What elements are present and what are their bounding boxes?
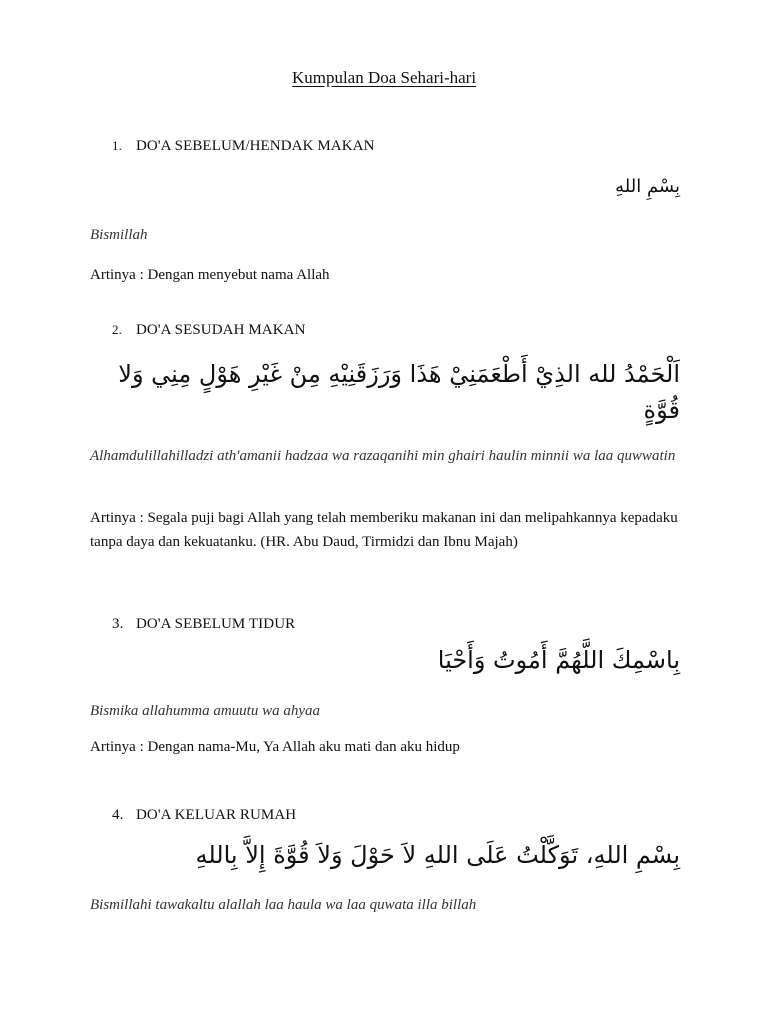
section-3-heading	[112, 616, 295, 633]
section-1-heading	[112, 138, 375, 155]
section-2-arabic: اَلْحَمْدُ لله الذِيْ أَطْعَمَنِيْ هَذَا وَرَزَقَنِيْهِ مِنْ غَيْرِ هَوْلٍ مِنِي وَلا قُوَّةٍ	[118, 360, 680, 424]
section-3-transliteration: Bismika allahumma amuutu wa ahyaa	[90, 703, 320, 719]
section-1-meaning: Artinya : Dengan menyebut nama Allah	[90, 267, 330, 283]
section-3-meaning: Artinya : Dengan nama-Mu, Ya Allah aku mati dan aku hidup	[90, 739, 460, 755]
section-3-arabic: بِاسْمِكَ اللَّهُمَّ أَمُوتُ وَأَحْيَا	[437, 646, 680, 674]
section-3-title: DO'A SEBELUM TIDUR	[136, 616, 296, 632]
document-title: Kumpulan Doa Sehari-hari	[291, 68, 477, 87]
section-2-meaning: Artinya : Segala puji bagi Allah yang telah memberiku makanan ini dan melipahkannya kepadaku tanpa daya dan kekuatanku. (HR. Abu Daud, Tirmidzi dan Ibnu Majah)	[90, 510, 678, 550]
section-1-title: DO'A SEBELUM/HENDAK MAKAN	[136, 138, 375, 154]
section-1-arabic: بِسْمِ اللهِ	[615, 176, 680, 197]
section-4-title: DO'A KELUAR RUMAH	[136, 807, 297, 823]
section-3-number: 3.	[112, 616, 124, 632]
section-2-heading	[112, 322, 306, 339]
section-1-transliteration: Bismillah	[90, 227, 148, 243]
section-2-transliteration: Alhamdulillahilladzi ath'amanii hadzaa wa razaqanihi min ghairi haulin minnii wa laa quwwatin	[90, 448, 676, 464]
section-1-number: 1.	[112, 138, 122, 153]
section-2-title: DO'A SESUDAH MAKAN	[136, 322, 306, 338]
section-4-arabic: بِسْمِ اللهِ، تَوَكَّلْتُ عَلَى اللهِ لاَ حَوْلَ وَلاَ قُوَّةَ إِلاَّ بِاللهِ	[195, 841, 680, 869]
section-4-transliteration: Bismillahi tawakaltu alallah laa haula wa laa quwata illa billah	[90, 897, 477, 913]
section-4-number: 4.	[112, 807, 124, 823]
section-4-heading	[112, 807, 296, 824]
section-2-number: 2.	[112, 322, 122, 337]
